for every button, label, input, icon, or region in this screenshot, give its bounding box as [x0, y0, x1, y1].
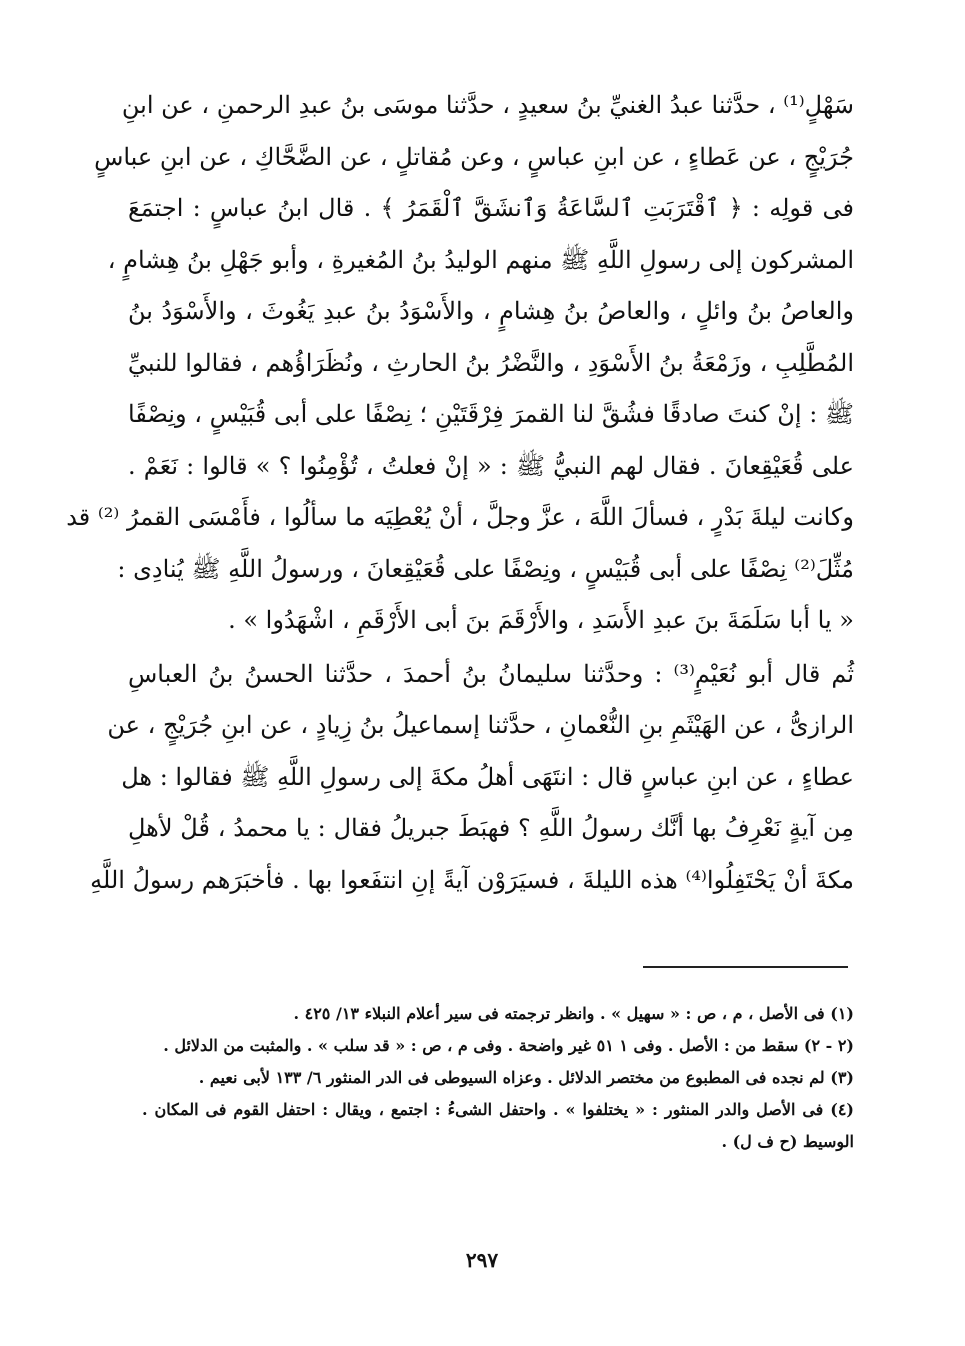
footnote-1: (١) فى الأصل ، م ، ص : « سهيل » . وانظر ترجمته فى سير أعلام النبلاء ١٣/ ٤٢٥ . [293, 1004, 854, 1023]
text-line: المُطَّلِبِ ، وزَمْعَةُ بنُ الأَسْوَدِ ، والنَّضْرُ بنُ الحارثِ ، ونُظَرَاؤُهم ، فقالوا للنبيِّ [127, 348, 854, 377]
paragraph-1 [66, 80, 854, 647]
text-line: جُرَيْجٍ ، عن عَطاءٍ ، عن ابنِ عباسٍ ، وعن مُقاتلٍ ، عن الضَّحَّاكِ ، عن ابنِ عباسٍ [94, 142, 854, 171]
footnotes [142, 998, 854, 1158]
footnote-4: (٤) فى الأصل والدر المنثور : « يختلفوا » . واحتفل الشىءُ : اجتمع ، ويقال : احتفل القوم فى المكان . الوسيط (ح ف ل) . [142, 1100, 854, 1151]
page-number: ٢٩٧ [465, 1248, 499, 1272]
text-line: سَهْلٍ⁽¹⁾ ، حدَّثنا عبدُ الغنيِّ بنُ سعيدٍ ، حدَّثنا موسَى بنُ عبدِ الرحمنِ ، عن ابنِ [121, 91, 854, 119]
main-text-body [66, 80, 854, 906]
text-line: ثُم قال أبو نُعَيْمٍ⁽³⁾ : وحدَّثنا سليمانُ بنُ أحمدَ ، حدَّثنا الحسنُ بنُ العباسِ [128, 659, 854, 688]
text-line: فى قولِه : ﴿ ٱقْتَرَبَتِ ٱلسَّاعَةُ وَٱنشَقَّ ٱلْقَمَرُ ﴾ . قال ابنُ عباسٍ : اجتمَعَ [128, 194, 854, 222]
text-line: مُثِّلَ⁽²⁾ نِصْفًا على أبى قُبَيْسٍ ، ونِصْفًا على قُعَيْقِعانَ ، ورسولُ اللَّهِ ﷺ يُنادِى : [117, 554, 854, 583]
text-line: الرازىُّ ، عن الهَيْثَمِ بنِ النُّعْمانِ ، حدَّثنا إسماعيلُ بنُ زِيادٍ ، عن ابنِ جُرَيْجٍ ، عن [107, 711, 854, 739]
text-line: « يا أبا سَلَمَةَ بنَ عبدِ الأَسَدِ ، والأَرْقَمَ بنَ أبى الأَرْقَمِ ، اشْهَدُوا » . [228, 606, 854, 634]
footnote-3: (٣) لم نجده فى المطبوع من مختصر الدلائل . وعزاه السيوطى فى الدر المنثور ٦/ ١٣٣ لأبى نعيم . [198, 1068, 854, 1087]
text-line: والعاصُ بنُ وائلٍ ، والعاصُ بنُ هِشامٍ ، والأَسْوَدُ بنُ عبدِ يَغُوثَ ، والأَسْوَدُ بنُ [128, 297, 854, 325]
text-line: المشركون إلى رسولِ اللَّهِ ﷺ منهم الوليدُ بنُ المُغيرةِ ، وأبو جَهْلِ بنُ هِشامٍ ، [107, 245, 854, 274]
text-line: مكةَ أنْ يَحْتَفِلُوا⁽⁴⁾ هذه الليلةَ ، فسيَرَوْن آيةً إنِ انتفَعوا بها . فأخبَرَهم رسولُ اللَّهِ [90, 865, 854, 894]
text-line: عطاءٍ ، عن ابنِ عباسٍ قال : انتَهَى أهلُ مكةَ إلى رسولِ اللَّهِ ﷺ فقالوا : هل [121, 762, 854, 791]
text-line: وكانت ليلةَ بَدْرٍ ، فسألَ اللَّهَ ، عزَّ وجلَّ ، أنْ يُعْطِيَه ما سألُوا ، فأَمْسَى القمرُ ⁽²⁾ قد [66, 503, 854, 531]
text-line: مِن آيةٍ نَعْرِفُ بها أنَّك رسولُ اللَّهِ ؟ فهبَطَ جبريلُ فقال : يا محمدُ ، قُلْ لأهلِ [128, 814, 854, 842]
paragraph-2 [90, 649, 854, 907]
text-line: على قُعَيْقِعانَ . فقال لهم النبيُّ ﷺ : « إنْ فعلتُ ، تُؤْمِنُوا ؟ » قالوا : نَعَمْ . [128, 451, 854, 480]
footnote-divider [643, 966, 848, 968]
footnote-2: (٢ - ٢) سقط من : الأصل . وفى ١ ٥١ غير واضحة . وفى م ، ص : « قد سلب » . والمثبت من الدلائل . [163, 1036, 854, 1055]
text-line: ﷺ : إنْ كنتَ صادقًا فشُقَّ لنا القمرَ فِرْقَتَيْنِ ؛ نِصْفًا على أبى قُبَيْسٍ ، ونِصْفًا [128, 400, 854, 428]
